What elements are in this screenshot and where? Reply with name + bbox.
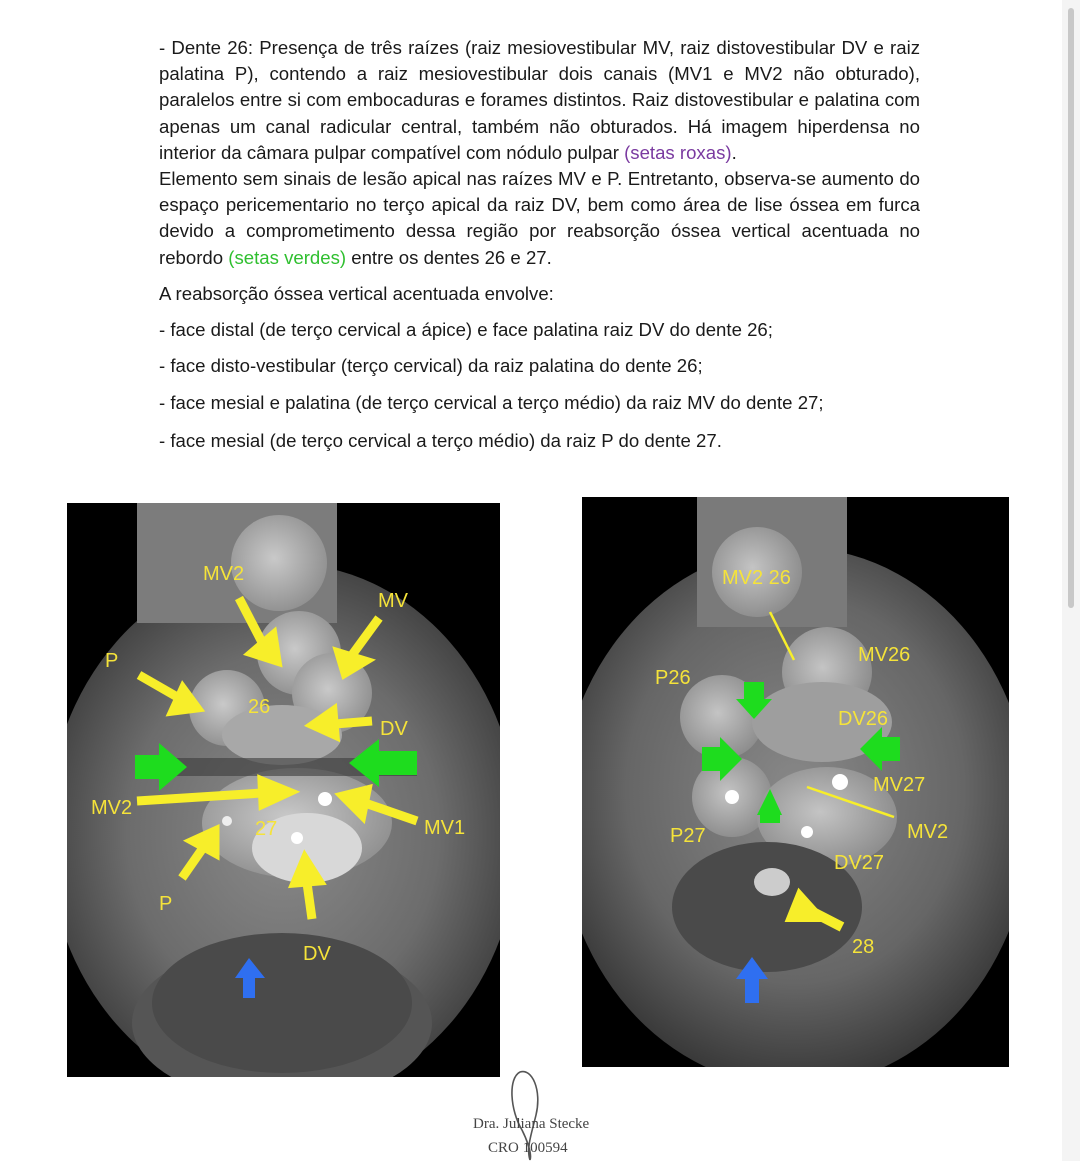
- paragraph-1-text: - Dente 26: Presença de três raízes (raiz mesiovestibular MV, raiz distovestibular DV e raiz palatina P), contendo a raiz mesiovestibular dois canais (MV1 e MV2 não obturado), paralelos entre si com embocaduras e forames distintos. Raiz distovestibular e palatina com apenas um canal radicular central, também não obturados. Há imagem hiperdensa no interior da câmara pulpar compatível com nódulo pulpar: [159, 37, 920, 163]
- paragraph-lesion: [159, 166, 920, 271]
- ct-scan-left-image: [67, 503, 500, 1077]
- paragraph-tooth-26: [159, 35, 920, 166]
- signature-cro: CRO 100594: [488, 1140, 568, 1156]
- purple-arrows-ref: (setas roxas): [624, 141, 732, 163]
- resorption-intro: A reabsorção óssea vertical acentuada envolve:: [159, 282, 554, 304]
- label-p: P: [105, 650, 119, 672]
- label-mv2-left: MV2: [91, 797, 133, 819]
- label-mv2-top: MV2: [203, 563, 245, 585]
- paragraph-2-text: Elemento sem sinais de lesão apical nas raízes MV e P. Entretanto, observa-se aumento do espaço pericementario no terço apical da raiz DV, bem como área de lise óssea em furca devido a comprometimento dessa região por reabsorção óssea vertical acentuada no rebordo: [159, 168, 920, 268]
- bullet-item: - face mesial e palatina (de terço cervical a terço médio) da raiz MV do dente 27;: [159, 392, 824, 414]
- scrollbar-thumb[interactable]: [1068, 8, 1074, 608]
- ct-scan-right: [582, 497, 1009, 1067]
- label-dv26: DV26: [838, 708, 889, 730]
- label-tooth-27: 27: [255, 818, 278, 840]
- signature-name: Dra. Juliana Stecke: [473, 1116, 590, 1132]
- green-arrows-ref: (setas verdes): [228, 246, 347, 268]
- label-dv: DV: [380, 718, 408, 740]
- label-mv26: MV26: [858, 644, 911, 666]
- bullet-item: - face distal (de terço cervical a ápice) e face palatina raiz DV do dente 26;: [159, 319, 773, 341]
- paragraph-1-end: .: [731, 141, 737, 163]
- report-text: [159, 35, 920, 454]
- label-dv27: DV27: [834, 852, 885, 874]
- label-p-bottom: P: [159, 893, 173, 915]
- paragraph-2-end: entre os dentes 26 e 27.: [346, 246, 552, 268]
- page-scrollbar[interactable]: [1062, 0, 1080, 1161]
- label-dv-bottom: DV: [303, 943, 331, 965]
- bullet-item: - face disto-vestibular (terço cervical) da raiz palatina do dente 26;: [159, 355, 703, 377]
- label-mv1: MV1: [424, 817, 466, 839]
- bullet-item: - face mesial (de terço cervical a terço médio) da raiz P do dente 27.: [159, 429, 722, 451]
- label-tooth-28: 28: [852, 936, 875, 958]
- label-mv2-26: MV2 26: [722, 567, 791, 589]
- ct-scan-right-image: [582, 497, 1009, 1067]
- label-tooth-26: 26: [248, 696, 271, 718]
- label-p26: P26: [655, 667, 691, 689]
- label-mv27: MV27: [873, 774, 926, 796]
- label-mv2: MV2: [907, 821, 949, 843]
- label-mv: MV: [378, 590, 408, 612]
- label-p27: P27: [670, 825, 706, 847]
- ct-scan-left: [67, 503, 500, 1077]
